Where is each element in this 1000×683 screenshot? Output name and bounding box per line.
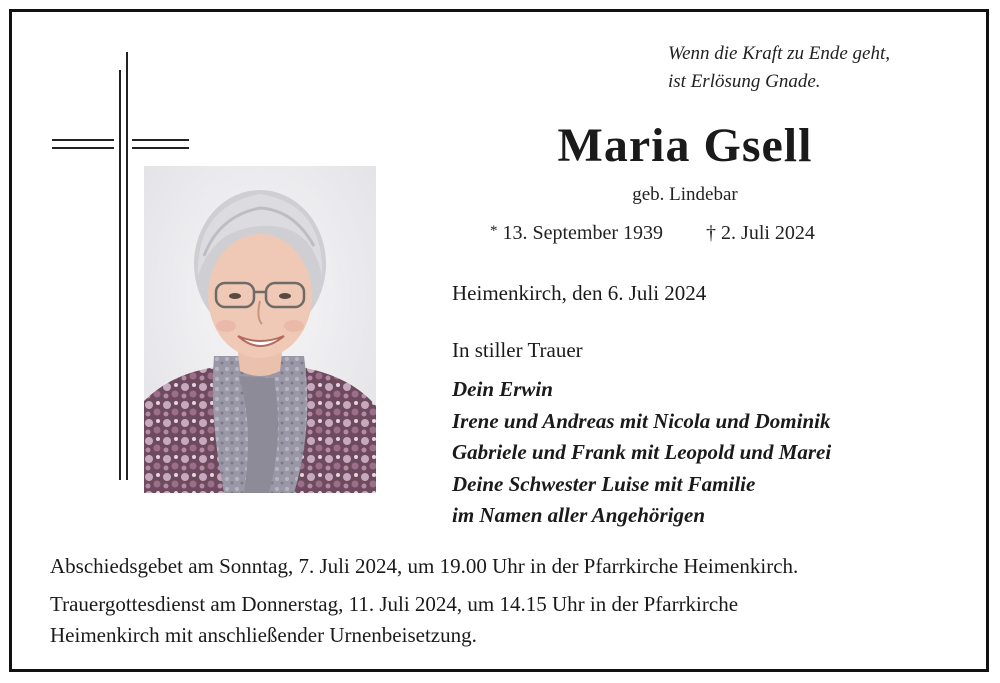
quote-line-2: ist Erlösung Gnade. — [668, 71, 821, 92]
quote-line-1: Wenn die Kraft zu Ende geht, — [668, 43, 890, 64]
mourner-line: Dein Erwin — [452, 377, 553, 401]
portrait-photo — [144, 166, 376, 493]
mourner-line: Gabriele und Frank mit Leopold und Marei — [452, 440, 832, 464]
mourner-line: Irene und Andreas mit Nicola und Dominik — [452, 408, 831, 433]
death-date: 2. Juli 2024 — [721, 222, 815, 244]
deceased-name: Maria Gsell — [557, 119, 813, 172]
prayer-notice: Abschiedsgebet am Sonntag, 7. Juli 2024, um 19.00 Uhr in der Pfarrkirche Heimenkirch. — [50, 554, 799, 578]
funeral-notice-line-1: Trauergottesdienst am Donnerstag, 11. Juli 2024, um 14.15 Uhr in der Pfarrkirche — [50, 592, 739, 616]
mourning-phrase: In stiller Trauer — [452, 338, 583, 362]
funeral-notice — [50, 589, 738, 651]
maiden-name: geb. Lindebar — [632, 184, 738, 205]
life-dates — [490, 222, 815, 245]
mourners-list — [452, 374, 831, 532]
death-cross-icon: † — [706, 222, 717, 244]
mourner-line: im Namen aller Angehörigen — [452, 503, 705, 527]
quote — [668, 40, 968, 96]
birth-star-icon: * — [490, 223, 498, 239]
birth-date: 13. September 1939 — [502, 222, 664, 244]
mourner-line: Deine Schwester Luise mit Familie — [452, 471, 756, 496]
place-date: Heimenkirch, den 6. Juli 2024 — [452, 281, 707, 305]
funeral-notice-line-2: Heimenkirch mit anschließender Urnenbeisetzung. — [50, 623, 477, 647]
